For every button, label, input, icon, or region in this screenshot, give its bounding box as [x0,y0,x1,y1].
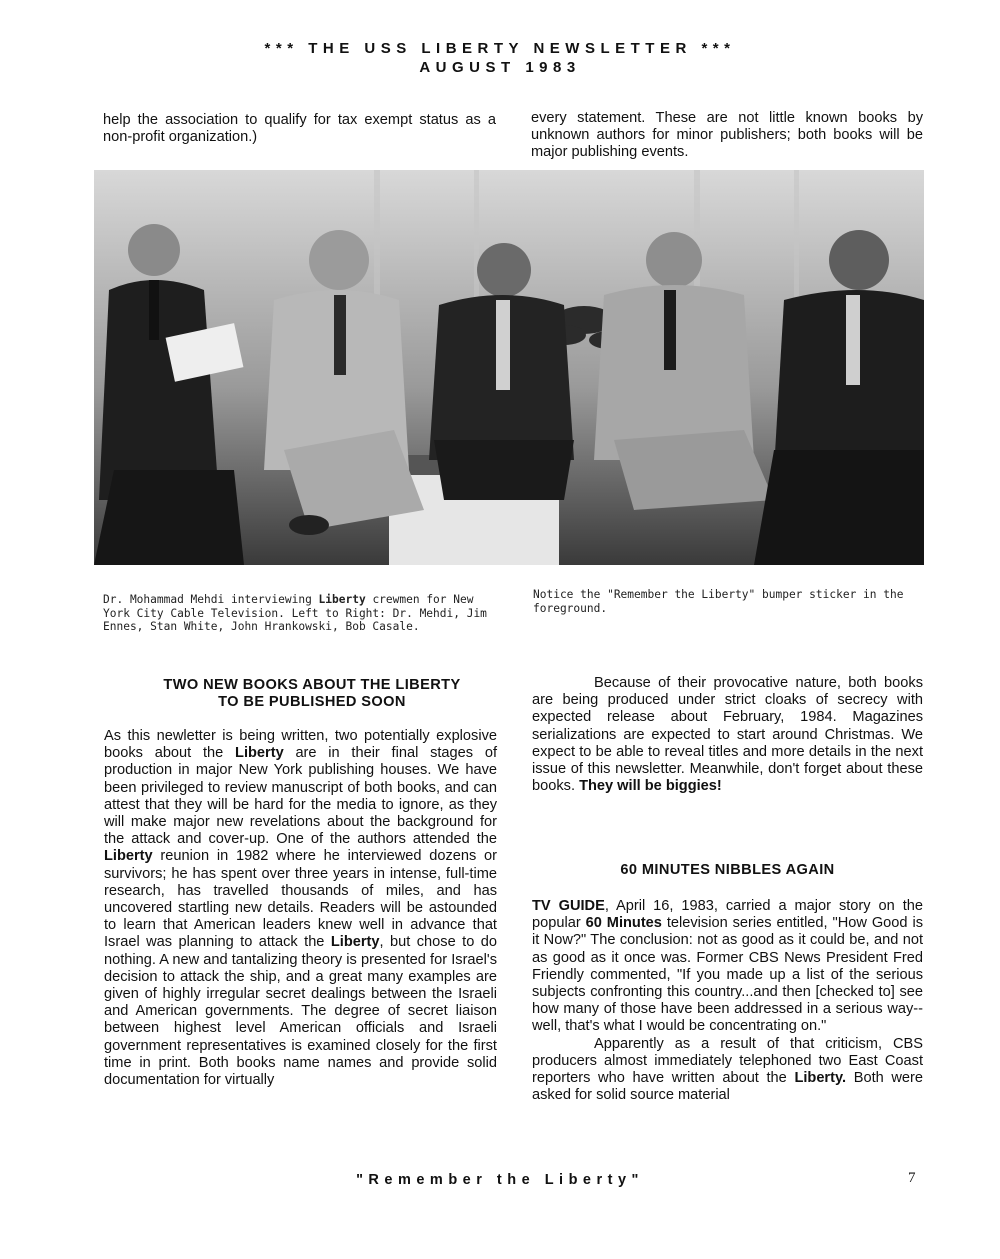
caption-left-text-cont: crewmen for New York City Cable Television. Left to Right: Dr. Mehdi, Jim Ennes, Stan White, John Hrankowski, Bob Casale. [103,593,487,634]
newsletter-title: *** THE USS LIBERTY NEWSLETTER *** [264,40,736,57]
article-heading-60-minutes: 60 MINUTES NIBBLES AGAIN [620,862,835,878]
article2-body [532,898,923,1104]
photograph-five-men-seated [94,170,924,565]
photo-caption-right: Notice the "Remember the Liberty" bumper sticker in the foreground. [533,588,904,615]
footer-slogan: "Remember the Liberty" [356,1172,644,1188]
top-left-text: help the association to qualify for tax exempt status as a non-profit organization.) [103,112,496,146]
article1-paragraph-1: As this newletter is being written, two potentially explosive books about the Liberty are in their final stages of production in major New York publishing houses. We have been privileged to review manuscript of both books, and can attest that they will be hard for the media to ignore, as they will make major new revelations about the background for the attack and cover-up. One of the authors attended the Liberty reunion in 1982 where he interviewed dozens or survivors; he has spent over three years in intense, full-time research, has travelled thousands of miles, and has uncovered startling new details. Readers will be astounded to learn that American leaders knew well in advance that Israel was planning to attack the Liberty, but chose to do nothing. A new and tantalizing theory is presented for Israel's decision to attack the ship, and a great many examples are given of highly irregular secret dealings between the Israeli and American governments. The degree of secret liaison between highest level American officials and Israeli government representatives is examined closely for the first time in print. Both books name names and provide solid documentation for virtually [104,728,498,1089]
article-heading-two-new-books [103,677,521,712]
article1-body-right [532,675,923,795]
top-right-text: every statement. These are not little known books by unknown authors for minor publishers; both books will be major publishing events. [531,110,923,161]
article1-body-left [104,728,497,1089]
issue-date: AUGUST 1983 [419,59,581,76]
article2-paragraph-2: Apparently as a result of that criticism, CBS producers almost immediately telephoned two East Coast reporters who have written about the Liberty. Both were asked for solid source material [532,1035,924,1104]
caption-left-text: Dr. Mohammad Mehdi interviewing [103,593,319,606]
caption-left-liberty: Liberty [318,593,366,606]
photo-caption-left [103,593,497,634]
top-right-continuation [531,110,923,162]
article1-paragraph-2: Because of their provocative nature, both books are being produced under strict cloaks of secrecy with expected release about February, 1984. Magazines serializations are expected to start around Christmas. We expect to be able to reveal titles and more details in the next issue of this newsletter. Meanwhile, don't forget about these books. They will be biggies! [532,675,923,795]
page-number: 7 [908,1170,916,1186]
article2-paragraph-1: TV GUIDE, April 16, 1983, carried a major story on the popular 60 Minutes television series entitled, "How Good is it Now?" The conclusion: not as good as it could be, and not as good as it once was. Former CBS News President Fred Friendly commented, "If you made up a list of the serious subjects confronting this country...and then [checked to] see how many of those have been addressed in a serious way--well, that's what I would be concentrating on." [532,898,924,1035]
heading-line-2: TO BE PUBLISHED SOON [218,694,406,711]
biggies-emphasis: They will be biggies! [579,778,722,795]
photograph-illustration [94,170,924,565]
heading-line-1: TWO NEW BOOKS ABOUT THE LIBERTY [163,677,461,693]
top-left-continuation [103,112,496,146]
